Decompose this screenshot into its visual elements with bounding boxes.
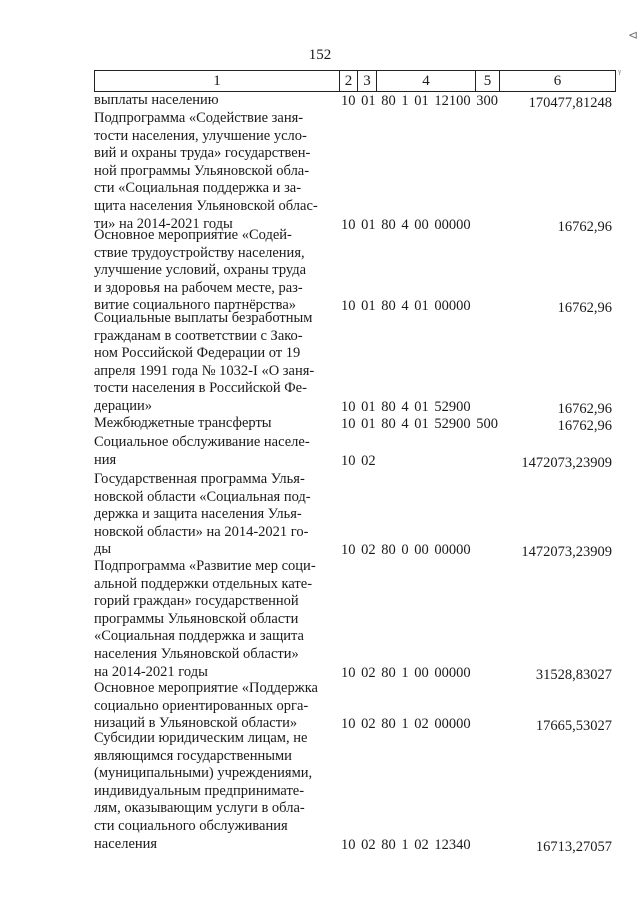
description-line: Социальное обслуживание населе- — [94, 434, 310, 450]
description-line: Межбюджетные трансферты — [94, 415, 272, 431]
row-codes: 10 01 80 4 01 52900 500 — [341, 416, 498, 432]
row-description — [94, 415, 338, 433]
row-description — [94, 227, 338, 315]
description-line: улучшение условий, охраны труда — [94, 262, 307, 279]
row-codes: 10 02 80 1 00 00000 — [341, 664, 471, 681]
description-line: ды — [94, 541, 112, 558]
row-description — [94, 310, 338, 416]
description-line: социально ориентированных орга- — [94, 697, 309, 714]
row-amount: 16762,96 — [557, 418, 612, 434]
row-description — [94, 471, 338, 559]
table-header — [94, 70, 616, 92]
row-amount: 16762,96 — [557, 401, 612, 417]
description-line: и здоровья на рабочем месте, раз- — [94, 279, 303, 296]
row-description — [94, 680, 338, 733]
description-line: Государственная программа Улья- — [94, 471, 305, 487]
description-line: дерации» — [94, 397, 153, 414]
description-line: щита населения Ульяновской облас- — [94, 197, 318, 214]
row-amount: 16713,27057 — [535, 838, 612, 855]
description-line: населения Ульяновской области» — [94, 645, 299, 662]
description-line: тости населения в Российской Фе- — [94, 380, 307, 397]
description-line: на 2014-2021 годы — [94, 663, 208, 680]
description-line: тости населения, улучшение усло- — [94, 127, 307, 144]
row-amount: 17665,53027 — [535, 718, 612, 735]
description-line: ния — [94, 451, 117, 468]
description-line: «Социальная поддержка и защита — [94, 628, 304, 645]
description-line: индивидуальным предпринимате- — [94, 782, 305, 799]
row-codes: 10 02 80 1 02 00000 — [341, 716, 471, 733]
description-line: Основное мероприятие «Содей- — [94, 227, 292, 243]
description-line: вий и охраны труда» государствен- — [94, 145, 311, 162]
row-codes: 10 02 — [341, 452, 376, 469]
margin-mark-right: ᵞ — [618, 66, 622, 80]
row-amount: 16762,96 — [557, 218, 612, 235]
description-line: Социальные выплаты безработным — [94, 310, 313, 326]
description-line: ствие трудоустройству населения, — [94, 244, 305, 261]
row-description — [94, 110, 338, 233]
description-line: Основное мероприятие «Поддержка — [94, 680, 318, 696]
description-line: являющимся государственными — [94, 747, 292, 764]
row-codes: 10 01 80 4 01 00000 — [341, 298, 471, 315]
description-line: гражданам в соответствии с Зако- — [94, 327, 303, 344]
description-line: (муниципальными) учреждениями, — [94, 765, 313, 782]
row-codes: 10 02 80 1 02 12340 — [341, 836, 471, 853]
row-description — [94, 92, 338, 110]
description-line: Подпрограмма «Развитие мер соци- — [94, 558, 316, 574]
page-number: 152 — [308, 47, 332, 63]
description-line: новской области «Социальная под- — [94, 488, 311, 505]
description-line: альной поддержки отдельных кате- — [94, 575, 313, 592]
row-codes: 10 01 80 1 01 12100 300 — [341, 93, 498, 109]
header-col-3: 3 — [358, 71, 377, 91]
description-line: сти социального обслуживания — [94, 817, 288, 834]
description-line: Подпрограмма «Содействие заня- — [94, 110, 304, 126]
description-line: выплаты населению — [94, 92, 219, 108]
description-line: витие социального партнёрства» — [94, 297, 297, 314]
description-line: держка и защита населения Улья- — [94, 506, 302, 523]
row-description — [94, 730, 338, 853]
row-amount: 31528,83027 — [535, 666, 612, 683]
description-line: ной программы Ульяновской обла- — [94, 162, 310, 179]
description-line: программы Ульяновской области — [94, 610, 299, 627]
description-line: сти «Социальная поддержка и за- — [94, 180, 302, 197]
description-line: лям, оказывающим услуги в обла- — [94, 800, 305, 817]
row-codes: 10 02 80 0 00 00000 — [341, 542, 471, 559]
row-codes: 10 01 80 4 00 00000 — [341, 216, 471, 233]
row-amount: 16762,96 — [557, 300, 612, 317]
description-line: Субсидии юридическим лицам, не — [94, 730, 308, 746]
description-line: низаций в Ульяновской области» — [94, 715, 298, 732]
description-line: апреля 1991 года № 1032-I «О заня- — [94, 362, 315, 379]
margin-mark-top: ⊲ — [628, 28, 639, 42]
row-amount: 1472073,23909 — [521, 544, 612, 561]
row-codes: 10 01 80 4 01 52900 — [341, 399, 471, 415]
description-line: новской области» на 2014-2021 го- — [94, 523, 309, 540]
row-amount: 1472073,23909 — [521, 454, 612, 471]
header-col-1: 1 — [95, 71, 340, 91]
row-description — [94, 558, 338, 681]
header-col-6: 6 — [553, 73, 562, 89]
row-amount: 170477,81248 — [528, 95, 612, 111]
description-line: ном Российской Федерации от 19 — [94, 345, 301, 362]
description-line: ти» на 2014-2021 годы — [94, 215, 233, 232]
description-line: горий граждан» государственной — [94, 593, 299, 610]
header-col-2: 2 — [340, 71, 358, 91]
header-col-4: 4 — [377, 71, 476, 91]
row-description — [94, 434, 338, 469]
header-col-5: 5 — [476, 71, 500, 91]
description-line: населения — [94, 835, 158, 852]
